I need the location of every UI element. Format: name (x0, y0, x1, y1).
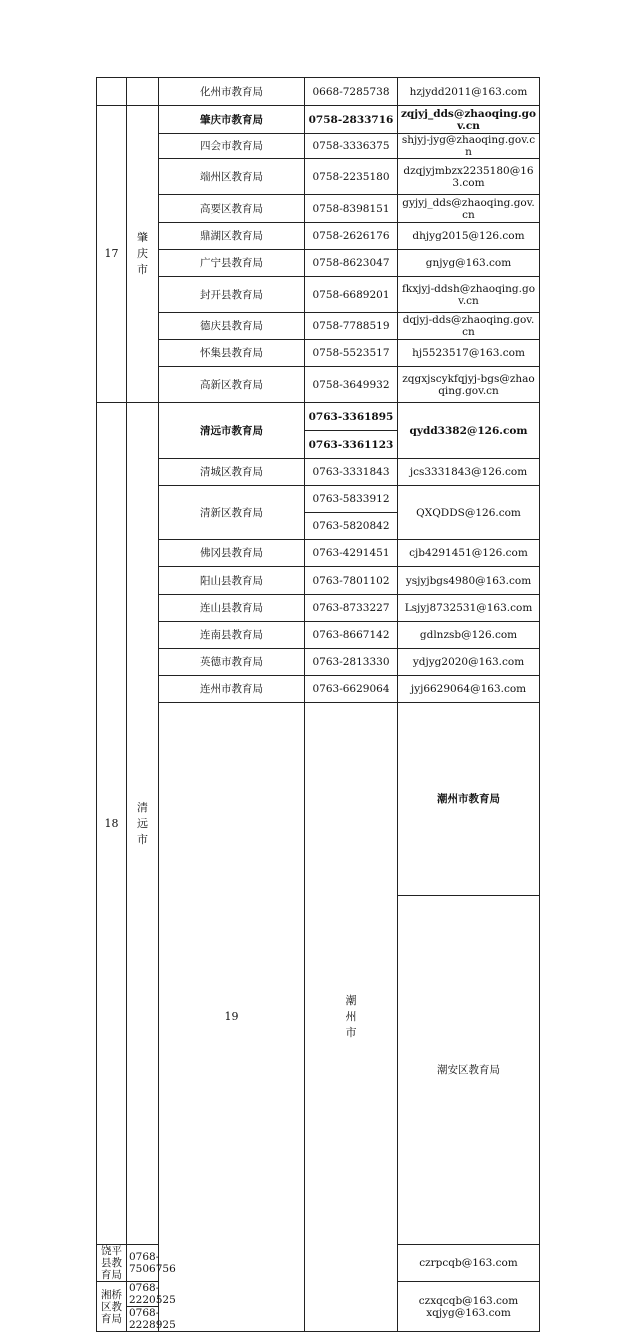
table-row (97, 622, 540, 649)
bureau-name: 连山县教育局 (159, 595, 305, 622)
email-address: hj5523517@163.com (398, 340, 540, 367)
phone-number: 0758-8623047 (305, 250, 398, 277)
phone-number: 0763-4291451 (305, 540, 398, 567)
phone-number: 0668-7285738 (305, 78, 398, 106)
phone-number: 0763-3361123 (305, 431, 398, 459)
phone-number: 0763-5820842 (305, 513, 398, 540)
bureau-name: 广宁县教育局 (159, 250, 305, 277)
email-address: hzjydd2011@163.com (398, 78, 540, 106)
bureau-name: 化州市教育局 (159, 78, 305, 106)
table-row (97, 277, 540, 313)
bureau-name: 端州区教育局 (159, 159, 305, 195)
phone-number: 0758-2626176 (305, 223, 398, 250)
bureau-name: 清远市教育局 (159, 403, 305, 459)
email-address: gyjyj_dds@zhaoqing.gov.cn (398, 195, 540, 223)
email-address: shjyj-jyg@zhaoqing.gov.cn (398, 134, 540, 159)
table-row (97, 340, 540, 367)
phone-number: 0758-8398151 (305, 195, 398, 223)
email-address: cjb4291451@126.com (398, 540, 540, 567)
table-row (97, 159, 540, 195)
phone-number: 0758-2833716 (305, 106, 398, 134)
bureau-name: 清新区教育局 (159, 486, 305, 540)
email-address: ydjyg2020@163.com (398, 649, 540, 676)
table-row (97, 78, 540, 106)
bureau-name: 连州市教育局 (159, 676, 305, 703)
email-address: dzqjyjmbzx2235180@163.com (398, 159, 540, 195)
table-row (97, 567, 540, 595)
phone-number: 0758-2235180 (305, 159, 398, 195)
bureau-name: 连南县教育局 (159, 622, 305, 649)
email-address: ysjyjbgs4980@163.com (398, 567, 540, 595)
phone-number: 0758-5523517 (305, 340, 398, 367)
bureau-name: 佛冈县教育局 (159, 540, 305, 567)
bureau-name: 封开县教育局 (159, 277, 305, 313)
phone-number: 0763-6629064 (305, 676, 398, 703)
bureau-name: 德庆县教育局 (159, 313, 305, 340)
table-row (97, 223, 540, 250)
phone-number: 0763-5833912 (305, 486, 398, 513)
bureau-name: 饶平县教育局 (97, 1245, 127, 1282)
bureau-name: 英德市教育局 (159, 649, 305, 676)
email-address: dhjyg2015@126.com (398, 223, 540, 250)
table-row (97, 195, 540, 223)
bureau-name: 阳山县教育局 (159, 567, 305, 595)
table-row (97, 676, 540, 703)
email-address: QXQDDS@126.com (398, 486, 540, 540)
table-row (97, 403, 540, 431)
phone-number: 0763-2813330 (305, 649, 398, 676)
bureau-name: 潮安区教育局 (398, 896, 540, 1245)
row-number: 17 (97, 106, 127, 403)
email-address: czxqcqb@163.com (418, 1294, 519, 1307)
email-cell (398, 1282, 540, 1332)
phone-number: 0763-7801102 (305, 567, 398, 595)
email-address: gnjyg@163.com (398, 250, 540, 277)
phone-number: 0768-7506756 (127, 1245, 159, 1282)
email-address: zqgxjscykfqjyj-bgs@zhaoqing.gov.cn (398, 367, 540, 403)
phone-number: 0758-3649932 (305, 367, 398, 403)
contact-table (96, 77, 540, 1332)
city-name: 肇庆市 (137, 231, 148, 276)
phone-number: 0768-2220525 (127, 1282, 159, 1307)
row-number: 18 (97, 403, 127, 1245)
table-row (97, 649, 540, 676)
bureau-name: 四会市教育局 (159, 134, 305, 159)
table-row (97, 540, 540, 567)
city-cell (127, 78, 159, 106)
city-name: 清远市 (137, 800, 148, 846)
bureau-name: 怀集县教育局 (159, 340, 305, 367)
bureau-name: 湘桥区教育局 (97, 1282, 127, 1332)
bureau-name: 高新区教育局 (159, 367, 305, 403)
phone-number: 0758-7788519 (305, 313, 398, 340)
email-address: fkxjyj-ddsh@zhaoqing.gov.cn (398, 277, 540, 313)
phone-number: 0768-2228925 (127, 1307, 159, 1332)
email-address: jcs3331843@126.com (398, 459, 540, 486)
email-address: czrpcqb@163.com (398, 1245, 540, 1282)
table-row (97, 486, 540, 513)
row-number-cell (97, 78, 127, 106)
phone-number: 0763-8667142 (305, 622, 398, 649)
bureau-name: 肇庆市教育局 (159, 106, 305, 134)
city-cell (305, 703, 398, 1332)
phone-number: 0763-8733227 (305, 595, 398, 622)
table-row (97, 250, 540, 277)
bureau-name: 潮州市教育局 (398, 703, 540, 896)
table-row (97, 106, 540, 134)
phone-number: 0758-6689201 (305, 277, 398, 313)
email-address: Lsjyj8732531@163.com (398, 595, 540, 622)
email-address: zqjyj_dds@zhaoqing.gov.cn (398, 106, 540, 134)
table-row (97, 134, 540, 159)
table-row (97, 313, 540, 340)
table-row (97, 703, 540, 896)
bureau-name: 清城区教育局 (159, 459, 305, 486)
email-address: xqjyg@163.com (426, 1306, 511, 1319)
table-row (97, 367, 540, 403)
city-cell (127, 403, 159, 1245)
city-name: 潮州市 (345, 994, 357, 1039)
phone-number: 0758-3336375 (305, 134, 398, 159)
phone-number: 0763-3331843 (305, 459, 398, 486)
city-cell (127, 106, 159, 403)
table-row (97, 459, 540, 486)
email-address: jyj6629064@163.com (398, 676, 540, 703)
table-row (97, 595, 540, 622)
email-address: dqjyj-dds@zhaoqing.gov.cn (398, 313, 540, 340)
email-address: gdlnzsb@126.com (398, 622, 540, 649)
bureau-name: 鼎湖区教育局 (159, 223, 305, 250)
email-address: qydd3382@126.com (398, 403, 540, 459)
phone-number: 0763-3361895 (305, 403, 398, 431)
row-number: 19 (159, 703, 305, 1332)
bureau-name: 高要区教育局 (159, 195, 305, 223)
